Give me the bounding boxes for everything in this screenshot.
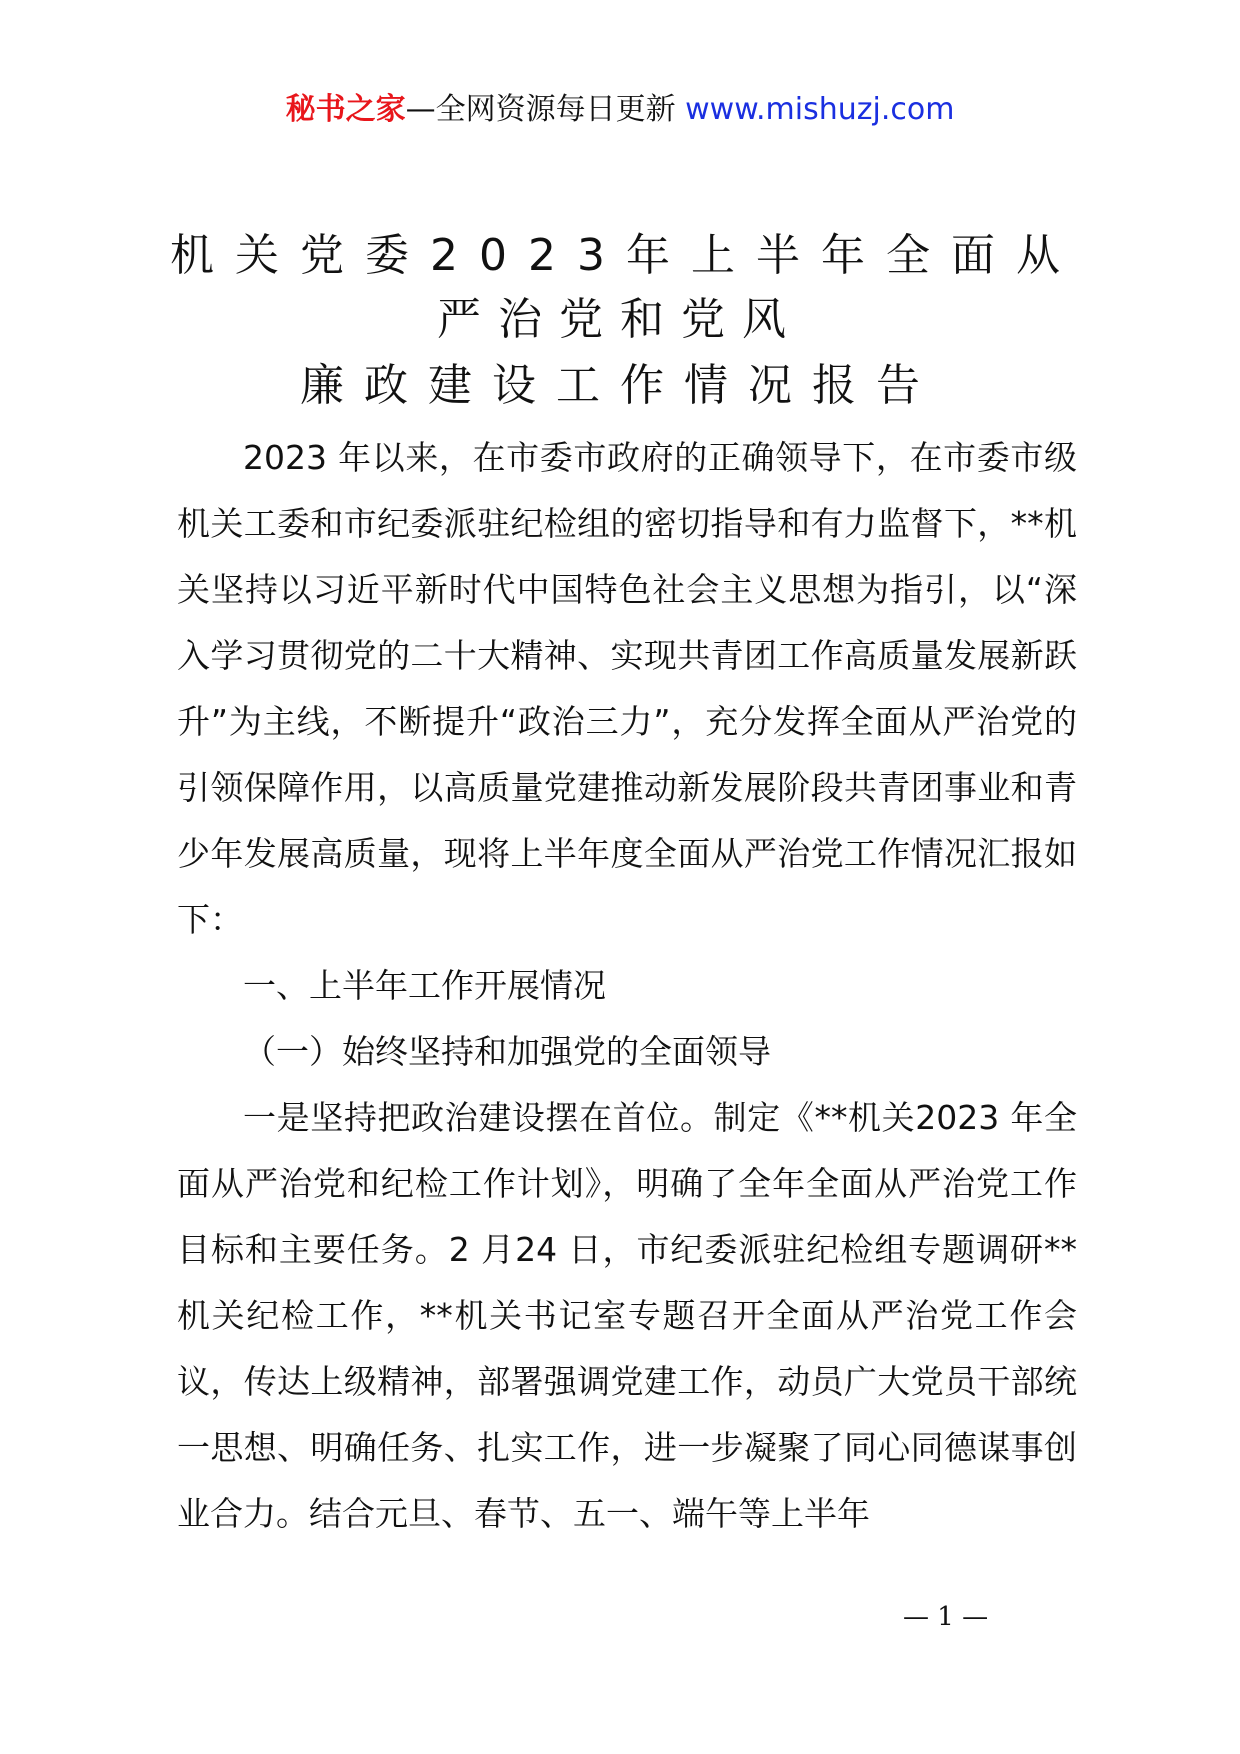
document-title-line-1: 机关党委2023年上半年全面从: [170, 230, 1081, 281]
intro-paragraph: 2023 年以来，在市委市政府的正确领导下，在市委市级机关工委和市纪委派驻纪检组的密切指导和有力监督下，**机关坚持以习近平新时代中国特色社会主义思想为指引，以“深入学习贯彻党的二十大精神、实现共青团工作高质量发展新跃升”为主线，不断提升“政治三力”，充分发挥全面从严治党的引领保障作用，以高质量党建推动新发展阶段共青团事业和青少年发展高质量，现将上半年度全面从严治党工作情况汇报如下：: [177, 438, 1077, 939]
subsection-heading-1: （一）始终坚持和加强党的全面领导: [243, 1032, 771, 1071]
section-heading-1: 一、上半年工作开展情况: [243, 966, 606, 1005]
document-title-line-2: 严治党和党风: [437, 294, 803, 345]
body-paragraph: 一是坚持把政治建设摆在首位。制定《**机关2023 年全面从严治党和纪检工作计划》，明确了全年全面从严治党工作目标和主要任务。2 月24 日，市纪委派驻纪检组专题调研**机关纪检工作，**机关书记室专题召开全面从严治党工作会议，传达上级精神，部署强调党建工作，动员广大党员干部统一思想、明确任务、扎实工作，进一步凝聚了同心同德谋事创业合力。结合元旦、春节、五一、端午等上半年: [177, 1098, 1077, 1533]
site-watermark-header: [0, 90, 1240, 130]
document-body: [177, 425, 1077, 1547]
page-number: — 1 —: [903, 1602, 989, 1632]
site-url: www.mishuzj.com: [685, 92, 955, 127]
site-tagline: —全网资源每日更新: [405, 92, 676, 127]
site-brand: 秘书之家: [285, 92, 406, 127]
document-title-line-3: 廉政建设工作情况报告: [300, 360, 940, 411]
